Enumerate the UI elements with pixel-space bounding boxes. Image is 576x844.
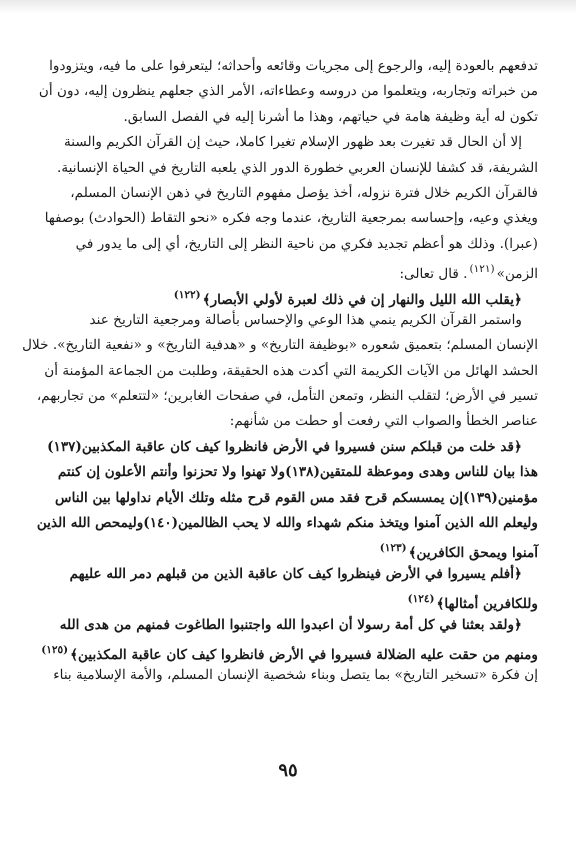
line-text: هذا بيان للناس وهدى وموعظة للمتقين(١٣٨)ولا تهنوا ولا تحزنوا وأنتم الأعلون إن كنتم — [57, 464, 538, 481]
text-line — [22, 333, 538, 358]
line-text: تكون له أية وظيفة هامة في حياتهم، وهذا ما أشرنا إليه في الفصل السابق. — [123, 108, 538, 125]
line-text: تسير في الأرض؛ لتقلب النظر، وتمعن التأمل، في صفحات الغابرين؛ «لتتعلم» من تجاربهم، — [36, 388, 538, 405]
text-line — [46, 181, 538, 206]
text-line — [46, 257, 538, 282]
line-text: إن فكرة «تسخير التاريخ» بما يتصل وبناء شخصية الإنسان المسلم، والأمة الإسلامية بناء — [53, 667, 538, 684]
line-text: عناصر الخطأ والصواب التي رفعت أو حطت من شأنهم: — [229, 413, 538, 430]
quran-verse-line — [46, 562, 538, 587]
text-line — [46, 359, 538, 384]
quran-verse-line — [41, 638, 538, 663]
text-line — [46, 308, 538, 333]
line-text: فالقرآن الكريم خلال فترة نزوله، أخذ يؤصل مفهوم التاريخ في ذهن الإنسان المسلم، — [70, 184, 538, 201]
text-line — [46, 156, 538, 181]
quran-verse-line — [46, 613, 538, 638]
line-text: (عبرا). وذلك هو أعظم تجديد فكري من ناحية النظر إلى التاريخ، أي إلى ما يدور في — [75, 235, 538, 252]
text-line — [46, 130, 538, 155]
line-text: إلا أن الحال قد تغيرت بعد ظهور الإسلام تغيرا كاملا، حيث إن القرآن الكريم والسنة — [63, 134, 522, 151]
line-text: ويغذي وعيه، وإحساسه بمرجعية التاريخ، عندما وجه فكره «نحو التقاط (الحوادث) بوصفها — [44, 210, 538, 227]
line-text: من خبراته وتجاربه، ويتعلموا من دروسه وعطاءاته، الأمر الذي جعلهم ينظرون إليه، دون أن — [38, 83, 538, 100]
line-text: ومنهم من حقت عليه الضلالة فسيروا في الأرض فانظروا كيف كان عاقبة المكذبين﴾ — [70, 646, 538, 663]
line-text: الحشد الهائل من الآيات الكريمة التي أكدت هذه الحقيقة، وطلبت من الجماعة المؤمنة أن — [44, 362, 538, 379]
quran-verse-line — [46, 283, 538, 308]
text-line — [46, 105, 538, 130]
line-text: ﴿يقلب الله الليل والنهار إن في ذلك لعبرة لأولي الأبصار﴾ — [202, 291, 522, 308]
quran-verse-line — [46, 536, 538, 561]
footnote-marker: (١٢١) — [469, 263, 495, 276]
line-text: وليعلم الله الذين آمنوا ويتخذ منكم شهداء والله لا يحب الظالمين(١٤٠)وليمحص الله الذين — [36, 515, 538, 532]
quran-verse-line — [46, 460, 538, 485]
page-number: ٩٥ — [278, 760, 298, 781]
text-line — [46, 206, 538, 231]
page-body-text — [22, 54, 538, 689]
footnote-marker: (١٢٢) — [173, 288, 201, 301]
footnote-marker: (١٢٥) — [41, 643, 69, 656]
text-line — [46, 54, 538, 79]
text-line — [46, 663, 538, 688]
text-line — [36, 384, 538, 409]
quran-verse-line — [46, 435, 538, 460]
line-text: الشريفة، قد كشفا للإنسان العربي خطورة الدور الذي يلعبه التاريخ في الحياة الإنسانية. — [57, 159, 538, 176]
line-text: مؤمنين(١٣٩)إن يمسسكم قرح فقد مس القوم قرح مثله وتلك الأيام نداولها بين الناس — [55, 489, 538, 506]
line-text: الإنسان المسلم؛ بتعميق شعوره «بوظيفة التاريخ» و «هدفية التاريخ» و «نفعية التاريخ». خلال — [22, 337, 538, 354]
quran-verse-line — [46, 486, 538, 511]
line-text: واستمر القرآن الكريم ينمي هذا الوعي والإحساس بأصالة ومرجعية التاريخ عند — [89, 311, 522, 328]
text-line — [46, 232, 538, 257]
footnote-marker: (١٢٤) — [407, 593, 435, 606]
line-text-continued: . قال تعالى: — [399, 266, 468, 283]
scan-edge — [0, 0, 576, 14]
quran-verse-line — [46, 587, 538, 612]
line-text: الزمن» — [496, 266, 538, 283]
text-line — [38, 79, 538, 104]
line-text: آمنوا ويمحق الكافرين﴾ — [408, 545, 538, 562]
line-text: وللكافرين أمثالها﴾ — [436, 596, 538, 613]
footnote-marker: (١٢٣) — [379, 542, 407, 555]
line-text: تدفعهم بالعودة إليه، والرجوع إلى مجريات وقائعه وأحداثه؛ ليتعرفوا على ما فيه، ويتزودوا — [49, 58, 538, 74]
line-text: ﴿أفلم يسيروا في الأرض فينظروا كيف كان عاقبة الذين من قبلهم دمر الله عليهم — [69, 565, 522, 582]
quran-verse-line — [36, 511, 538, 536]
line-text: ﴿ولقد بعثنا في كل أمة رسولا أن اعبدوا الله واجتنبوا الطاغوت فمنهم من هدى الله — [59, 616, 522, 633]
line-text: ﴿قد خلت من قبلكم سنن فسيروا في الأرض فانظروا كيف كان عاقبة المكذبين(١٣٧) — [47, 438, 522, 455]
text-line — [46, 409, 538, 434]
